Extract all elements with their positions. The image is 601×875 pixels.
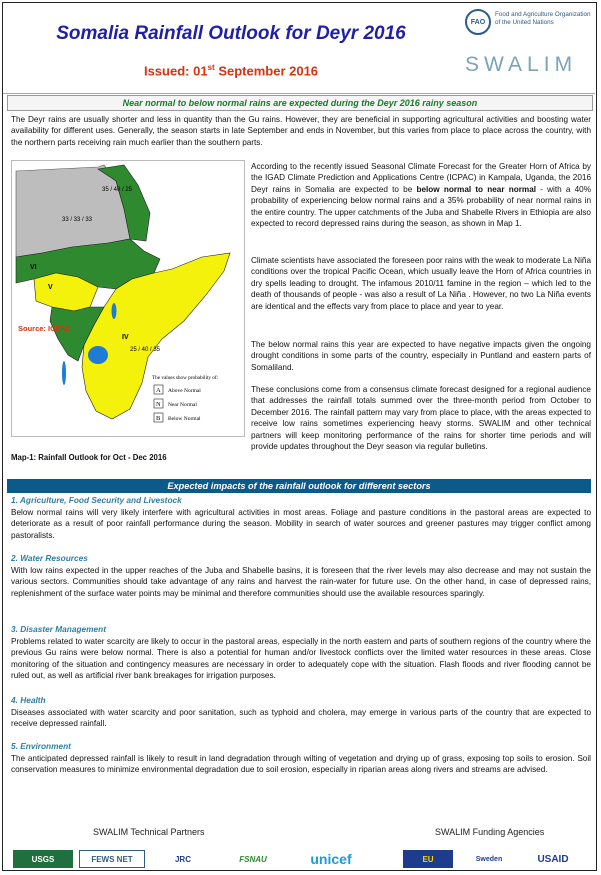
map-zone-label: V (48, 284, 53, 291)
issued-date (11, 63, 451, 78)
logo-area (461, 7, 593, 89)
section-heading: 5. Environment (11, 741, 71, 751)
map-graphic (12, 161, 244, 436)
section-heading: 3. Disaster Management (11, 624, 106, 634)
issued-prefix: Issued: (143, 63, 190, 79)
map-caption: Map-1: Rainfall Outlook for Oct - Dec 2016 (11, 453, 167, 462)
funders-title: SWALIM Funding Agencies (435, 827, 545, 837)
section-text: With low rains expected in the upper reaches of the Juba and Shabelle basins, it is foreseen that the river levels may also decrease and may not sustain the various sectors. Communities should take advantage of any rains and harvest the rain-water for future use. On the other hand, in case of depressed rains, replenishment of the surface water points may be minimal and therefore communities should use the available resources sparingly. (11, 566, 591, 598)
legend-label: Above Normal (168, 388, 201, 394)
paragraph-la-nina: Climate scientists have associated the foreseen poor rains with the weak to moderate La Niña conditions over the tropical Pacific Ocean, which usually leave the Horn of Africa countries in dry spells leading to drought. The infamous 2010/11 famine in the region – which led to the death of thousands of people - was also a result of La Niña . However, no two La Niña events are identical and the effects vary from place to place and year to year. (251, 256, 591, 311)
paragraph-forecast (251, 161, 591, 229)
usaid-logo: USAID (537, 853, 569, 865)
paragraph-text: According to the recently issued Seasonal Climate Forecast for the Greater Horn of Africa by the IGAD Climate Prediction and Applications Centre (ICPAC) in Kampala, Uganda, the 2016 Deyr rains in Somalia are expected to be (251, 162, 591, 194)
jrc-logo: JRC (174, 854, 191, 864)
map-zone-label: IV (122, 334, 129, 341)
fsnau-logo: FSNAU (239, 854, 267, 864)
map-source: Source: ICPAC (18, 324, 71, 333)
lake-turkana (112, 303, 117, 319)
header (3, 3, 595, 94)
issued-suffix: st (207, 63, 215, 72)
lake-tanganyika (62, 361, 66, 385)
usgs-logo: USGS (13, 850, 73, 868)
bulletin-page (2, 2, 597, 871)
funder-logos (403, 849, 593, 869)
legend-letter: A (156, 387, 161, 394)
legend-letter: N (156, 401, 161, 408)
paragraph-text: - with a 40% probability of experiencing below normal rains and a 35% probability of near normal rains in the entire country. The upper catchments of the Juba and Shabelle Rivers in Ethiopia are also expected to record depressed rains during the season, as shown in Map 1. (251, 184, 591, 229)
legend-title: The values show probability of: (152, 375, 218, 381)
section-heading: 1. Agriculture, Food Security and Livestock (11, 495, 182, 505)
fao-name: Food and Agriculture Organization of the United Nations (495, 11, 591, 26)
paragraph-conclusions: These conclusions come from a consensus climate forecast designed for a regional audience that addresses the rainfall totals summed over the three-month period from October to December 2016. The rainfall pattern may vary from place to place, with the areas expected to receive low rains sometimes experiencing heavy storms. SWALIM and other technical partners will keep monitoring performance of the rains for shorter time periods and will provide updates throughout the Deyr season via regular bulletins. (251, 385, 591, 452)
sweden-logo: Sweden (475, 855, 503, 863)
issued-day: 01 (193, 63, 208, 79)
section-text: Problems related to water scarcity are likely to occur in the pastoral areas, especially in the north eastern and parts of southern regions of the country where the previous Gu rains were below normal. There is also a potential for human and/or livestock conflicts over the limited water resources in these areas. Close monitoring of the situation and contingency measures are necessary in order to adequately cope with the situation. Flash floods and river flooding cannot be ruled out, as well as artificial river bank breakages for irrigation purposes. (11, 637, 591, 681)
lake-victoria (88, 346, 108, 364)
partner-logos (13, 849, 393, 869)
legend-letter: B (156, 415, 161, 422)
page-title: Somalia Rainfall Outlook for Deyr 2016 (56, 23, 406, 44)
intro-paragraph: The Deyr rains are usually shorter and less in quantity than the Gu rains. However, they are beneficial in supporting agricultural activities and boosting water availability for different uses. Generally, the season starts in late September and ends in November, but this varies from place to place across the country, with the northern parts receiving rain much earlier than the southern parts. (11, 115, 591, 147)
eu-flag-logo: EU (403, 850, 453, 868)
fao-logo-icon: FAO (465, 9, 491, 35)
paragraph-bold: below normal to near normal (416, 184, 537, 194)
map-zone-label: VI (30, 264, 37, 271)
partners-title: SWALIM Technical Partners (93, 827, 205, 837)
section-heading: 4. Health (11, 695, 46, 705)
section-text: Below normal rains will very likely interfere with agricultural activities in most areas. Foliage and pasture conditions in the pastoral areas are expected to deteriorate as a result of poor rainfall performance during the season. Mobility in search of water sources and greener pastures may trigger conflict among pastoralists. (11, 508, 591, 540)
fewsnet-logo: FEWS NET (79, 850, 145, 868)
subtitle-banner: Near normal to below normal rains are expected during the Deyr 2016 rainy season (7, 95, 593, 111)
impacts-banner: Expected impacts of the rainfall outlook for different sectors (7, 479, 591, 493)
section-text: Diseases associated with water scarcity and poor sanitation, such as typhoid and cholera, may emerge in various parts of the country that are expected to receive depressed rainfall. (11, 708, 591, 729)
section-heading: 2. Water Resources (11, 553, 88, 563)
swalim-logo: SWALIM (465, 53, 578, 76)
footer (7, 821, 591, 869)
section-text: The anticipated depressed rainfall is likely to result in land degradation through wilting of vegetation and drying up of grass, exposing top soils to erosion. Soil conservation measures to minimize environmental degradation due to soil erosion, especially in riparian areas along rivers and streams are advised. (11, 754, 591, 775)
paragraph-impacts: The below normal rains this year are expected to have negative impacts given the ongoing drought conditions in some parts of the country, especially in Puntland and eastern parts of Somaliland. (251, 340, 591, 372)
legend-label: Below Normal (168, 416, 201, 422)
map-zone-label: 25 / 40 / 35 (130, 347, 161, 353)
issued-rest: September 2016 (218, 63, 319, 79)
map-zone-label: 35 / 40 / 25 (102, 187, 133, 193)
legend-label: Near Normal (168, 402, 197, 408)
unicef-logo: unicef (310, 851, 352, 867)
map-zone-label: 33 / 33 / 33 (62, 217, 93, 223)
rainfall-map (11, 160, 245, 437)
